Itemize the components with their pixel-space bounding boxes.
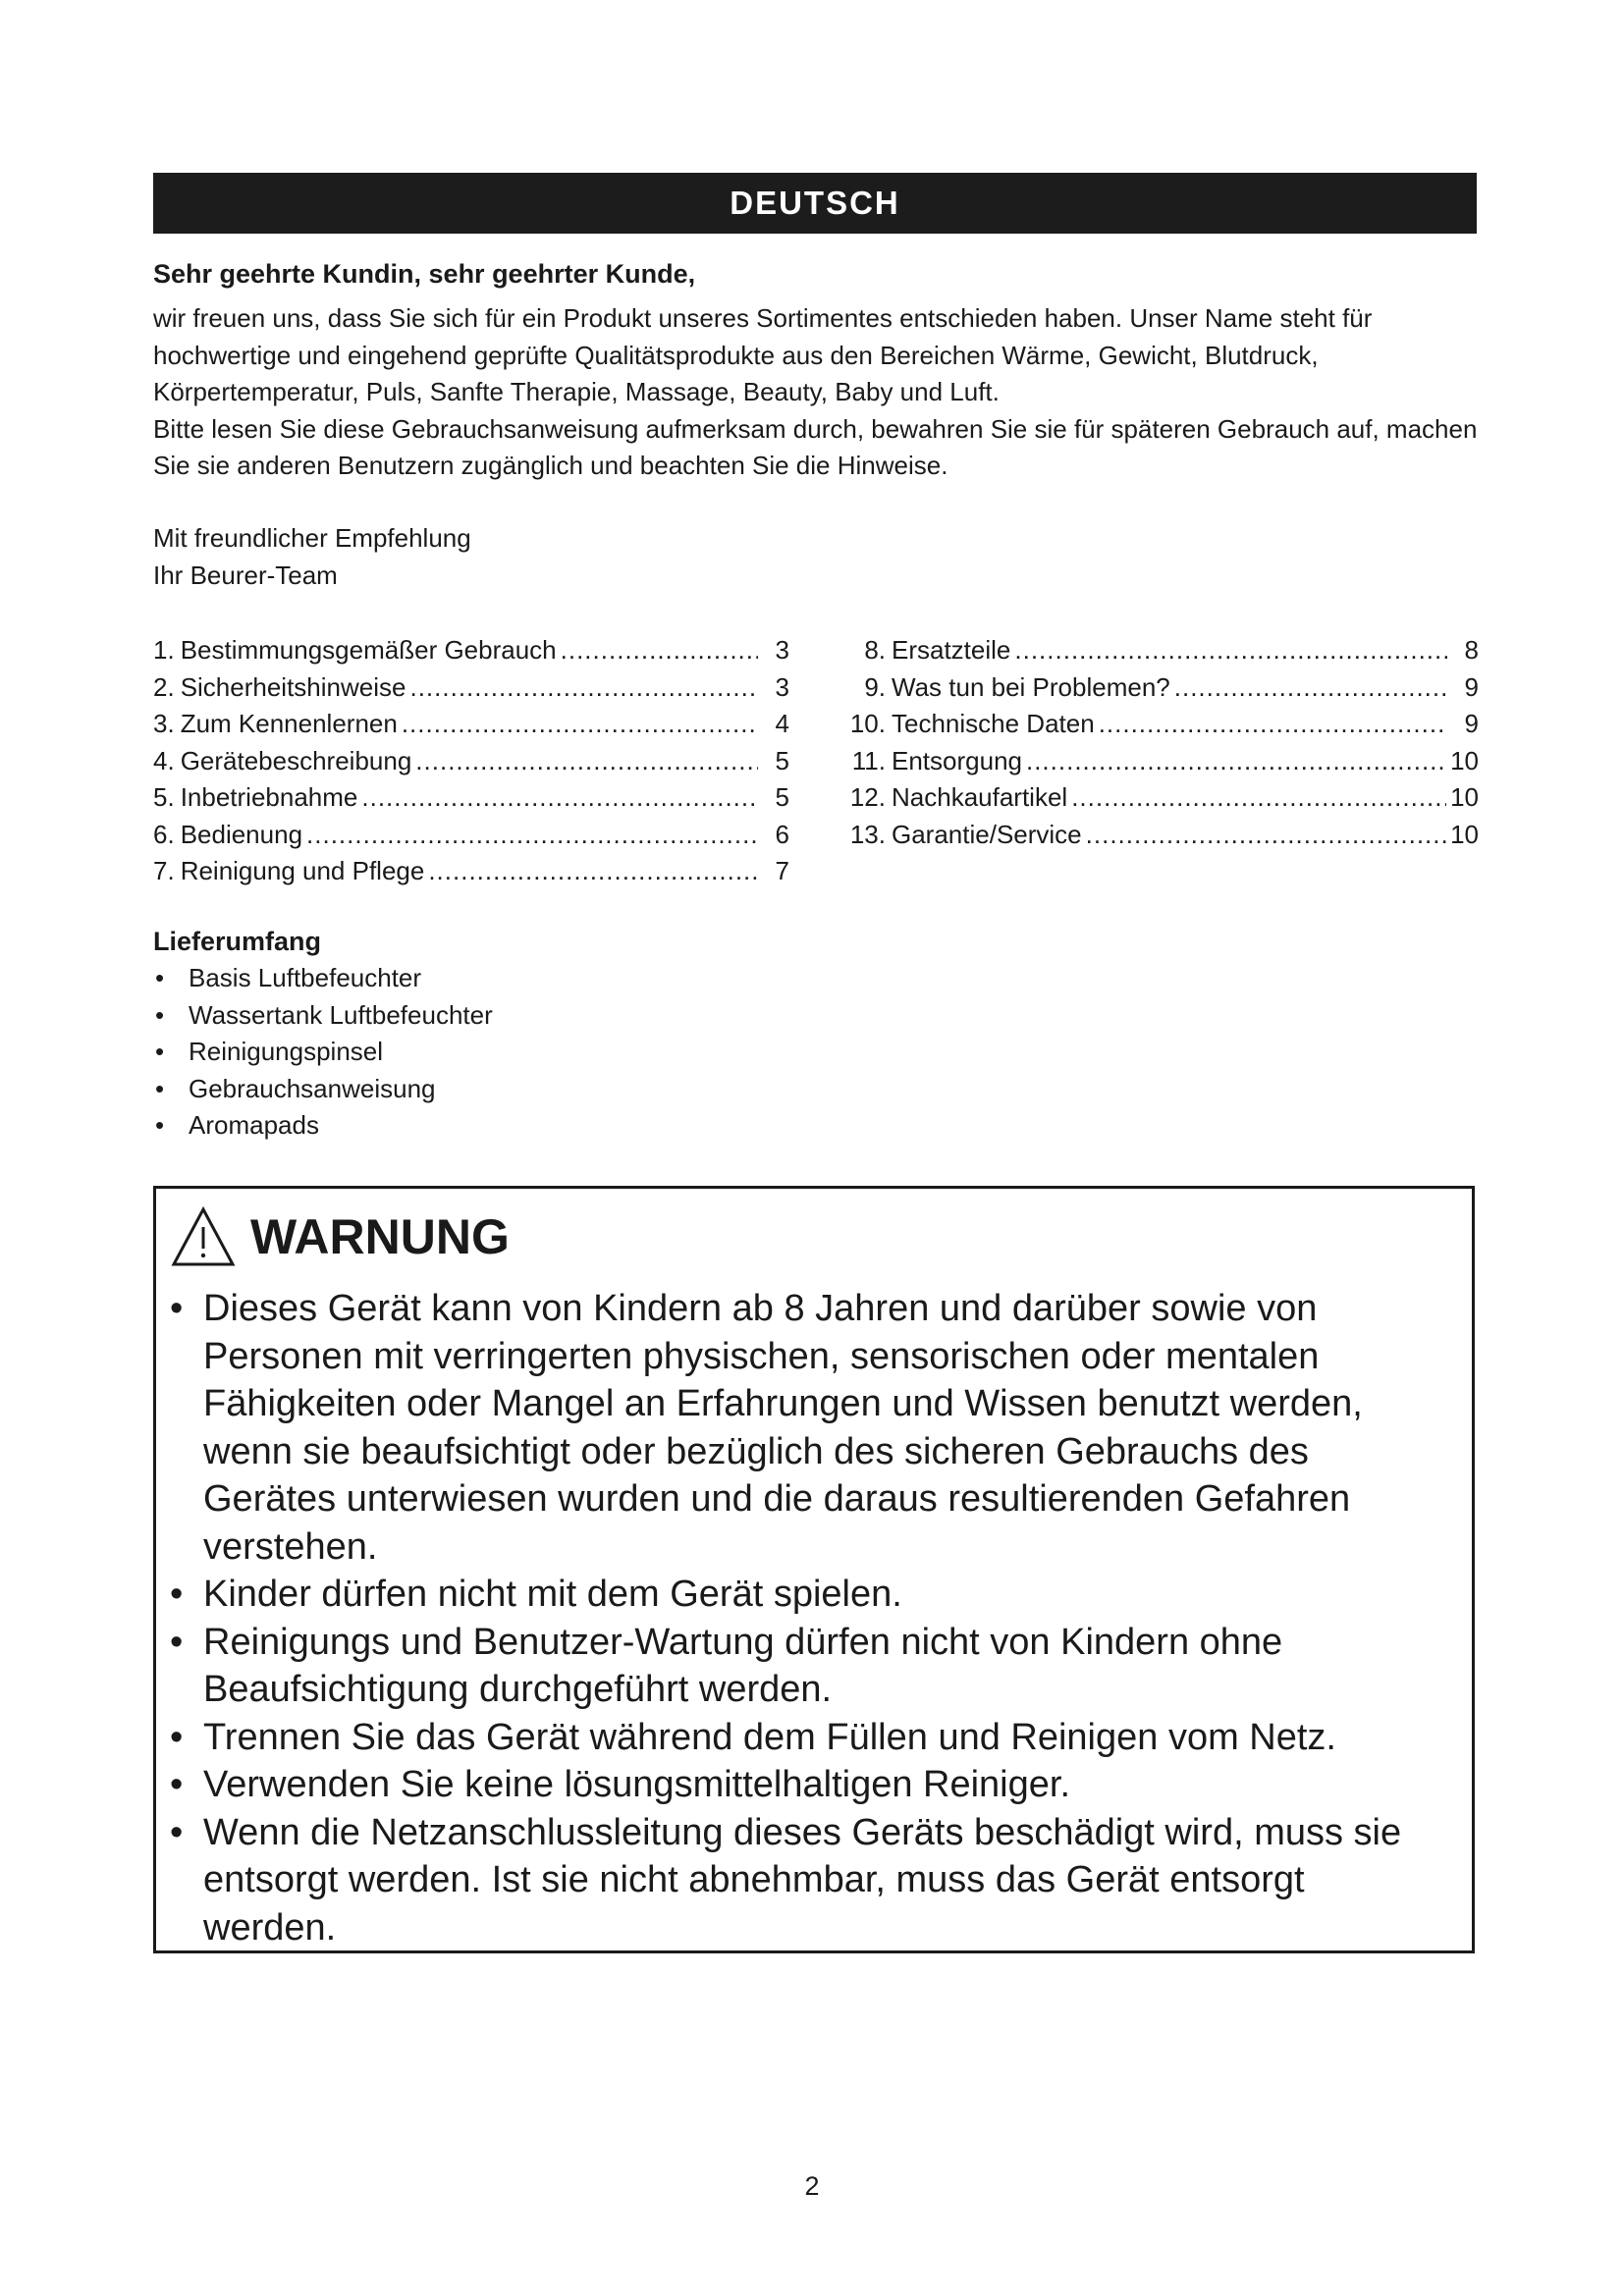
warning-title: WARNUNG xyxy=(250,1209,510,1264)
toc-entry[interactable] xyxy=(153,669,789,707)
warning-item-text: Kinder dürfen nicht mit dem Gerät spielen. xyxy=(203,1574,902,1615)
signoff-line: Ihr Beurer-Team xyxy=(153,560,338,590)
warning-triangle-icon xyxy=(170,1205,237,1268)
toc-page: 10 xyxy=(1450,782,1479,812)
toc-leader xyxy=(402,706,758,743)
toc-page: 3 xyxy=(775,635,789,665)
toc-leader xyxy=(361,779,758,817)
list-item xyxy=(153,960,493,997)
list-item xyxy=(153,997,493,1035)
toc-title: Nachkaufartikel xyxy=(892,782,1068,812)
toc-entry[interactable] xyxy=(837,706,1479,743)
warning-item xyxy=(170,1285,1446,1571)
bullet-icon: • xyxy=(155,1073,165,1103)
warning-item xyxy=(170,1761,1446,1809)
toc-leader xyxy=(1174,669,1447,707)
list-item-text: Aromapads xyxy=(189,1110,319,1140)
bullet-icon: • xyxy=(155,1110,165,1140)
list-item-text: Basis Luftbefeuchter xyxy=(189,963,422,992)
toc-entry[interactable] xyxy=(153,779,789,817)
toc-number: 12. xyxy=(849,782,886,812)
toc-page: 4 xyxy=(775,709,789,738)
toc-leader xyxy=(306,817,758,854)
toc-title: Zum Kennenlernen xyxy=(180,709,398,738)
warning-item-text: Verwenden Sie keine lösungsmittelhaltigen Reiniger. xyxy=(203,1764,1070,1805)
toc-page: 10 xyxy=(1450,819,1479,849)
warning-item xyxy=(170,1809,1446,1952)
warning-header xyxy=(170,1202,510,1271)
toc-number: 10. xyxy=(849,709,886,738)
toc-page: 5 xyxy=(775,782,789,812)
intro-paragraph: wir freuen uns, dass Sie sich für ein Produkt unseres Sortimentes entschieden haben. Unser Name steht für hochwertige und eingehend geprüfte Qualitätsprodukte aus den Bereichen Wärme, Gewicht, Blutdruck, Körpertemperatur, Puls, Sanfte Therapie, Massage, Beauty, Baby und Luft. xyxy=(153,303,1373,406)
intro-text xyxy=(153,300,1489,485)
bullet-icon: • xyxy=(170,1621,184,1663)
toc-title: Garantie/Service xyxy=(892,819,1082,849)
toc-leader xyxy=(1086,817,1446,854)
toc-number: 6. xyxy=(153,819,175,849)
toc-number: 9. xyxy=(864,671,886,702)
bullet-icon: • xyxy=(170,1716,184,1758)
toc-leader xyxy=(561,632,758,669)
toc-number: 2. xyxy=(153,671,175,702)
toc-leader xyxy=(1099,706,1447,743)
page-number: 2 xyxy=(804,2171,820,2201)
toc-number: 7. xyxy=(153,856,175,885)
list-item-text: Wassertank Luftbefeuchter xyxy=(189,999,493,1030)
toc-entry[interactable] xyxy=(837,779,1479,817)
toc-leader xyxy=(1071,779,1446,817)
warning-item-text: Wenn die Netzanschlussleitung dieses Geräts beschädigt wird, muss sie entsorgt werden. Ist sie nicht abnehmbar, muss das Gerät entsorgt werden. xyxy=(203,1811,1402,1949)
toc-number: 13. xyxy=(849,819,886,849)
bullet-icon: • xyxy=(170,1811,184,1853)
list-item xyxy=(153,1034,493,1071)
toc-entry[interactable] xyxy=(837,669,1479,707)
toc-number: 4. xyxy=(153,745,175,775)
table-of-contents-left xyxy=(153,632,789,890)
list-item xyxy=(153,1107,493,1145)
toc-title: Was tun bei Problemen? xyxy=(892,671,1170,702)
bullet-icon: • xyxy=(155,999,165,1030)
toc-page: 10 xyxy=(1450,745,1479,775)
toc-title: Reinigung und Pflege xyxy=(180,856,425,885)
toc-title: Inbetriebnahme xyxy=(180,782,358,812)
toc-entry[interactable] xyxy=(153,706,789,743)
signoff xyxy=(153,520,471,594)
bullet-icon: • xyxy=(170,1764,184,1805)
bullet-icon: • xyxy=(155,963,165,992)
bullet-icon: • xyxy=(170,1574,184,1615)
toc-number: 5. xyxy=(153,782,175,812)
warning-box xyxy=(153,1186,1475,1953)
toc-title: Technische Daten xyxy=(892,709,1095,738)
toc-entry[interactable] xyxy=(153,853,789,890)
toc-entry[interactable] xyxy=(153,743,789,780)
list-item-text: Reinigungspinsel xyxy=(189,1037,384,1066)
toc-entry[interactable] xyxy=(837,817,1479,854)
warning-item-text: Dieses Gerät kann von Kindern ab 8 Jahren und darüber sowie von Personen mit verringerten physischen, sensorischen oder mentalen Fähigkeiten oder Mangel an Erfahrungen und Wissen benutzt werden, wenn sie beaufsichtigt oder bezüglich des sicheren Gebrauchs des Gerätes unterwiesen wurden und die daraus resultierenden Gefahren verstehen. xyxy=(203,1288,1363,1568)
bullet-icon: • xyxy=(155,1037,165,1066)
toc-entry[interactable] xyxy=(837,743,1479,780)
warning-item-text: Trennen Sie das Gerät während dem Füllen und Reinigen vom Netz. xyxy=(203,1716,1336,1758)
toc-number: 3. xyxy=(153,709,175,738)
warning-item xyxy=(170,1619,1446,1714)
toc-title: Gerätebeschreibung xyxy=(180,745,412,775)
toc-leader xyxy=(1026,743,1446,780)
toc-entry[interactable] xyxy=(837,632,1479,669)
toc-number: 8. xyxy=(864,635,886,665)
list-item-text: Gebrauchsanweisung xyxy=(189,1073,436,1103)
toc-number: 11. xyxy=(851,745,886,775)
toc-title: Bestimmungsgemäßer Gebrauch xyxy=(180,635,557,665)
warning-item xyxy=(170,1714,1446,1762)
scope-of-delivery-heading: Lieferumfang xyxy=(153,927,322,956)
language-banner: DEUTSCH xyxy=(153,173,1477,234)
bullet-icon: • xyxy=(170,1288,184,1329)
toc-leader xyxy=(428,853,758,890)
toc-page: 7 xyxy=(775,856,789,885)
toc-number: 1. xyxy=(153,635,175,665)
scope-of-delivery-list xyxy=(153,960,493,1145)
toc-page: 6 xyxy=(775,819,789,849)
toc-page: 9 xyxy=(1464,709,1479,738)
toc-entry[interactable] xyxy=(153,632,789,669)
signoff-line: Mit freundlicher Empfehlung xyxy=(153,523,471,553)
toc-title: Entsorgung xyxy=(892,745,1022,775)
table-of-contents-right xyxy=(837,632,1479,853)
list-item xyxy=(153,1071,493,1108)
toc-page: 8 xyxy=(1464,635,1479,665)
toc-page: 5 xyxy=(775,745,789,775)
intro-paragraph: Bitte lesen Sie diese Gebrauchsanweisung aufmerksam durch, bewahren Sie sie für späteren Gebrauch auf, machen Sie sie anderen Benutzern zugänglich und beachten Sie die Hinweise. xyxy=(153,413,1478,480)
warning-item xyxy=(170,1571,1446,1619)
toc-leader xyxy=(1014,632,1447,669)
toc-page: 3 xyxy=(775,671,789,702)
warning-item-text: Reinigungs und Benutzer-Wartung dürfen nicht von Kindern ohne Beaufsichtigung durchgeführt werden. xyxy=(203,1621,1283,1710)
toc-title: Bedienung xyxy=(180,819,303,849)
toc-leader xyxy=(409,669,758,707)
toc-title: Ersatzteile xyxy=(892,635,1011,665)
greeting-heading: Sehr geehrte Kundin, sehr geehrter Kunde, xyxy=(153,259,696,289)
toc-page: 9 xyxy=(1464,671,1479,702)
warning-list xyxy=(170,1285,1446,1951)
toc-entry[interactable] xyxy=(153,817,789,854)
toc-title: Sicherheitshinweise xyxy=(180,671,406,702)
toc-leader xyxy=(415,743,758,780)
